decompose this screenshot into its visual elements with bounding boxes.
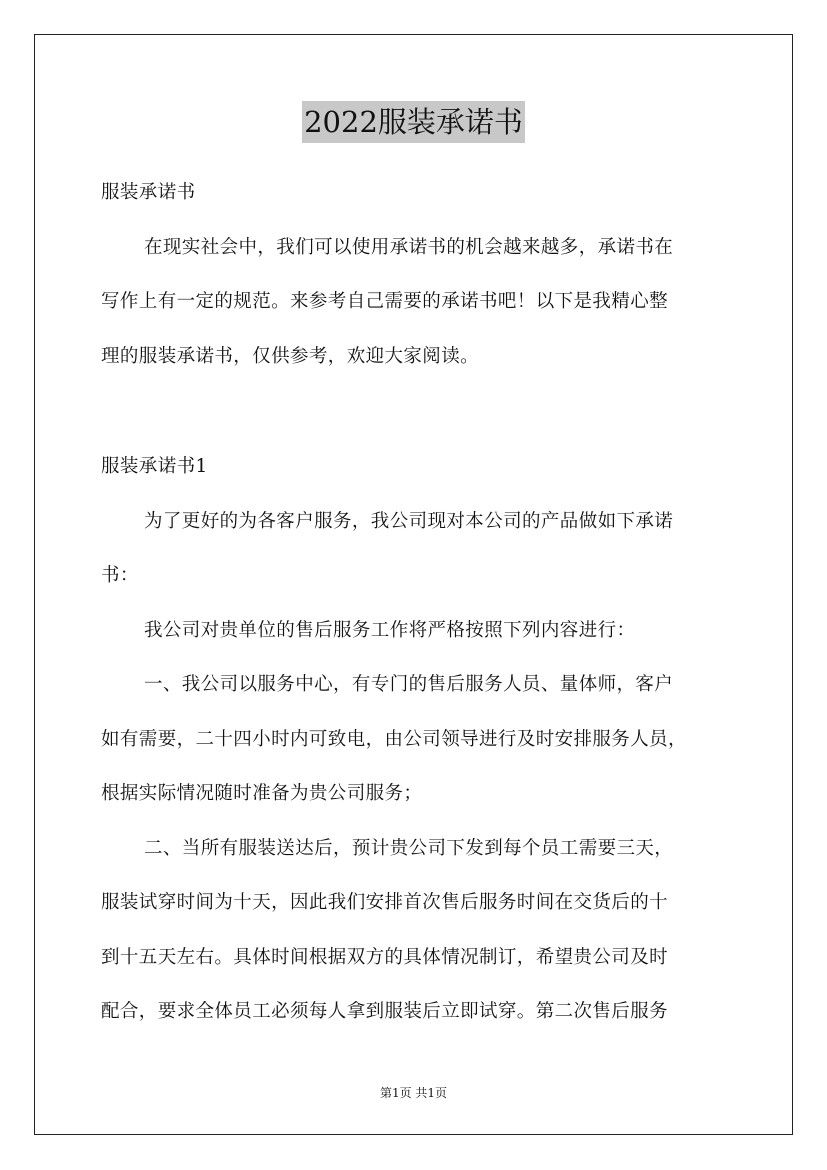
title-container <box>0 101 827 143</box>
paragraph-line: 书： <box>101 565 139 586</box>
paragraph-line: 配合，要求全体员工必须每人拿到服装后立即试穿。第二次售后服务 <box>101 1001 669 1022</box>
intro-heading: 服装承诺书 <box>101 182 196 203</box>
paragraph-line: 在现实社会中，我们可以使用承诺书的机会越来越多，承诺书在 <box>144 237 674 258</box>
paragraph-line: 理的服装承诺书，仅供参考，欢迎大家阅读。 <box>101 346 480 367</box>
paragraph-line: 写作上有一定的规范。来参考自己需要的承诺书吧！以下是我精心整 <box>101 291 669 312</box>
paragraph-line: 为了更好的为各客户服务，我公司现对本公司的产品做如下承诺 <box>144 511 674 532</box>
paragraph-line: 根据实际情况随时准备为贵公司服务； <box>101 783 423 804</box>
paragraph-line: 到十五天左右。具体时间根据双方的具体情况制订，希望贵公司及时 <box>101 947 669 968</box>
paragraph-line: 如有需要，二十四小时内可致电，由公司领导进行及时安排服务人员， <box>101 729 687 750</box>
paragraph-line: 一、我公司以服务中心，有专门的售后服务人员、量体师，客户 <box>144 674 674 695</box>
paragraph-line: 我公司对贵单位的售后服务工作将严格按照下列内容进行： <box>144 620 636 641</box>
document-title: 2022服装承诺书 <box>302 101 525 143</box>
page-number-footer: 第1页 共1页 <box>379 1086 448 1100</box>
paragraph-line: 服装试穿时间为十天，因此我们安排首次售后服务时间在交货后的十 <box>101 892 669 913</box>
section-heading: 服装承诺书1 <box>101 456 208 477</box>
paragraph-line: 二、当所有服装送达后，预计贵公司下发到每个员工需要三天， <box>144 838 674 859</box>
